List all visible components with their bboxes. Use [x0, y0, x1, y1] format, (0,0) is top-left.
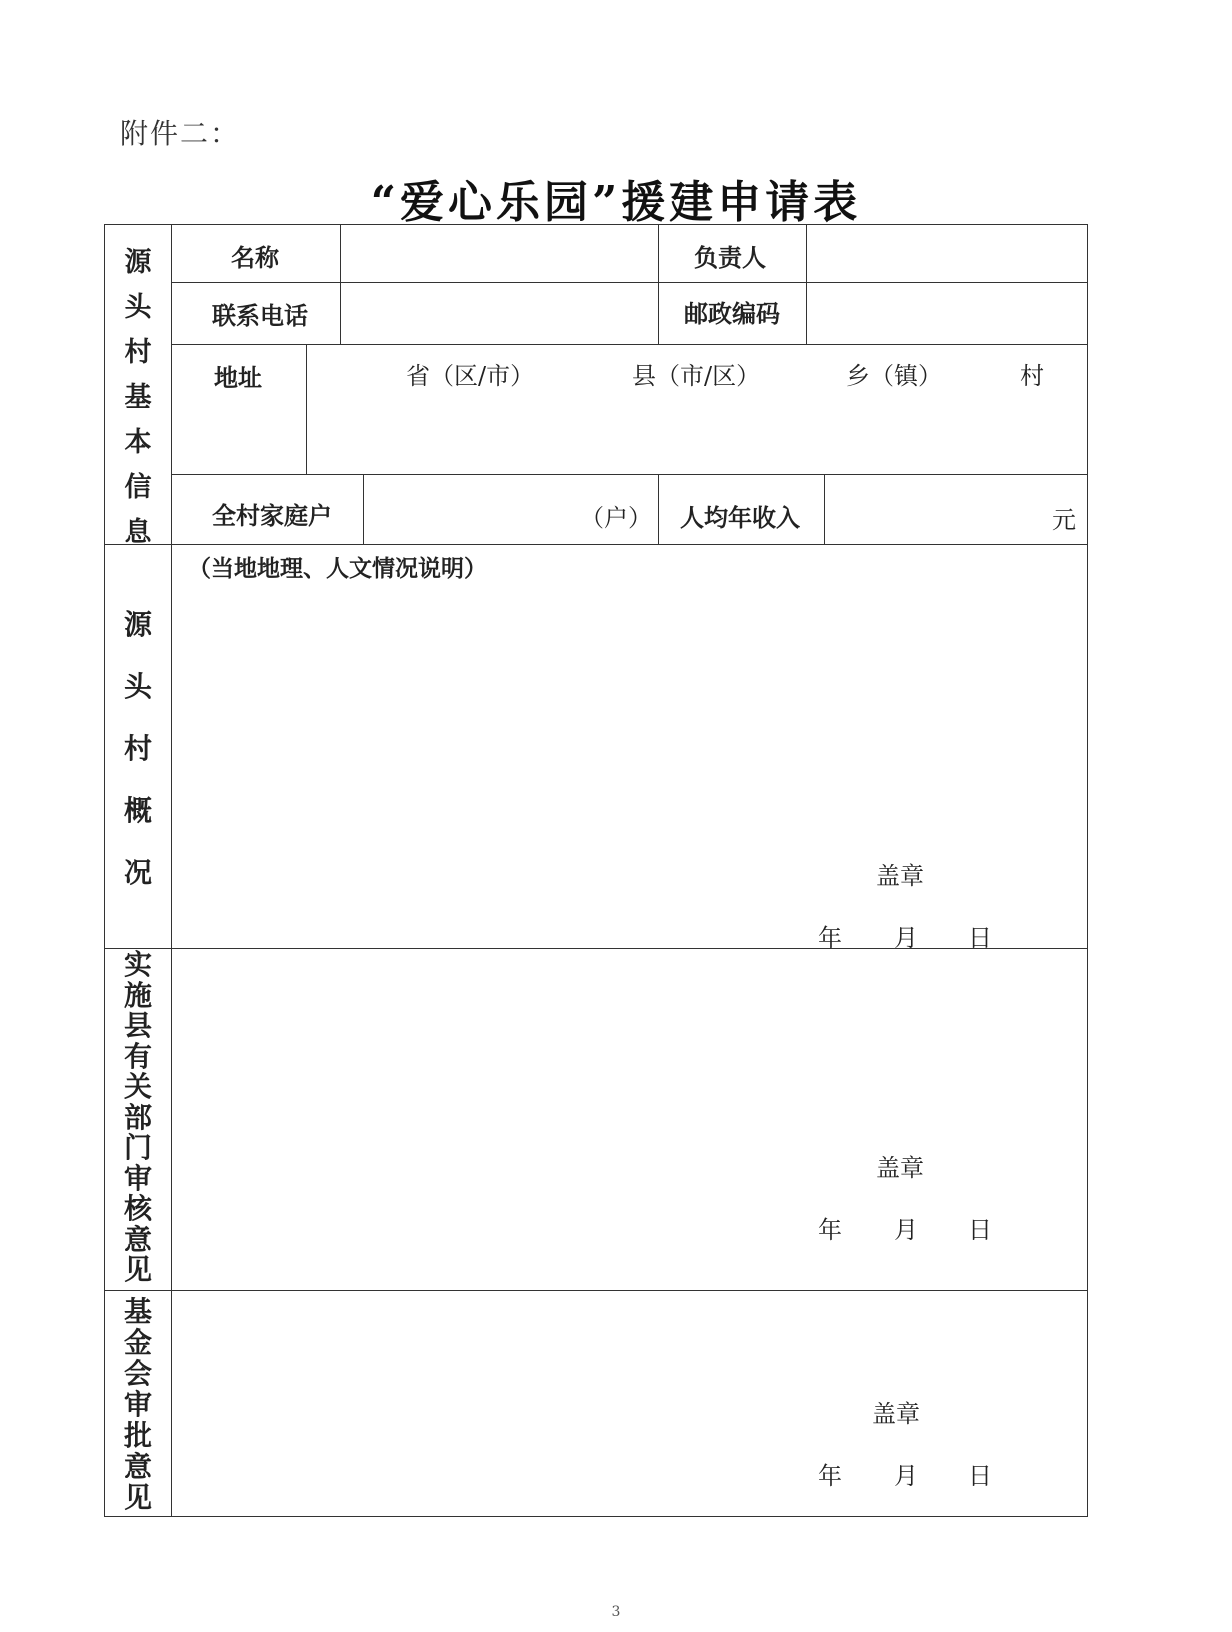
county-review-field[interactable]: [174, 951, 1085, 1131]
side-char: 源: [124, 247, 152, 278]
day-label: 日: [968, 924, 992, 952]
side-char: 施: [123, 978, 152, 1012]
side-char: 核: [123, 1192, 152, 1225]
side-char: 意: [123, 1450, 152, 1483]
month-label: 月: [894, 924, 918, 952]
year-label: 年: [818, 1216, 842, 1244]
phone-label: 联系电话: [212, 301, 308, 330]
address-county-label: 县（市/区）: [632, 362, 761, 390]
side-char: 有: [123, 1039, 152, 1073]
side-char: 头: [123, 670, 152, 703]
income-label: 人均年收入: [680, 503, 800, 532]
side-char: 本: [124, 427, 152, 458]
year-label: 年: [818, 924, 842, 952]
name-field[interactable]: [343, 227, 656, 280]
address-village-label: 村: [1020, 362, 1044, 390]
side-char: 村: [123, 732, 152, 765]
side-char: 况: [123, 856, 152, 889]
income-field[interactable]: [827, 477, 1085, 542]
month-label: 月: [894, 1216, 918, 1244]
side-char: 县: [123, 1009, 152, 1042]
side-char: 实: [123, 948, 152, 981]
day-label: 日: [968, 1462, 992, 1490]
side-char: 基: [123, 1295, 152, 1328]
side-char: 会: [123, 1357, 152, 1390]
leader-field[interactable]: [809, 227, 1085, 280]
address-town-label: 乡（镇）: [846, 362, 942, 390]
foundation-approval-field[interactable]: [174, 1293, 1085, 1393]
section4-side-label: [118, 1296, 158, 1513]
year-label: 年: [818, 1462, 842, 1490]
address-province-label: 省（区/市）: [406, 362, 535, 390]
side-char: 关: [123, 1070, 152, 1103]
section2-side-label: [118, 594, 158, 904]
overview-hint: （当地地理、人文情况说明）: [188, 555, 487, 582]
side-char: 审: [123, 1388, 152, 1421]
side-char: 头: [124, 292, 152, 323]
seal-label: 盖章: [872, 1400, 920, 1428]
side-char: 审: [123, 1161, 152, 1195]
section1-side-label: [118, 240, 158, 555]
side-char: 信: [124, 472, 152, 503]
attachment-label: 附件二：: [120, 117, 241, 150]
side-char: 基: [124, 382, 152, 413]
overview-field[interactable]: [174, 580, 1085, 830]
seal-label: 盖章: [876, 1154, 924, 1182]
side-char: 金: [123, 1326, 152, 1359]
side-char: 批: [123, 1419, 152, 1452]
side-char: 息: [124, 517, 152, 548]
side-char: 意: [123, 1222, 152, 1256]
section3-side-label: [118, 950, 158, 1286]
households-label: 全村家庭户: [212, 501, 332, 530]
day-label: 日: [968, 1216, 992, 1244]
form-title: “爱心乐园”援建申请表: [370, 177, 862, 228]
side-char: 见: [123, 1253, 152, 1286]
address-label: 地址: [214, 363, 262, 392]
page-number: 3: [611, 1604, 621, 1620]
side-char: 见: [123, 1481, 152, 1514]
seal-label: 盖章: [876, 862, 924, 890]
leader-label: 负责人: [694, 243, 766, 272]
side-char: 部: [123, 1100, 152, 1134]
side-char: 概: [123, 794, 152, 827]
name-label: 名称: [231, 243, 279, 272]
income-unit: 元: [1052, 506, 1076, 534]
postcode-label: 邮政编码: [684, 299, 780, 328]
side-char: 村: [124, 337, 152, 368]
side-char: 门: [123, 1131, 152, 1164]
households-unit: （户）: [580, 504, 652, 532]
month-label: 月: [894, 1462, 918, 1490]
postcode-field[interactable]: [809, 285, 1085, 342]
side-char: 源: [123, 608, 152, 641]
phone-field[interactable]: [343, 285, 656, 342]
